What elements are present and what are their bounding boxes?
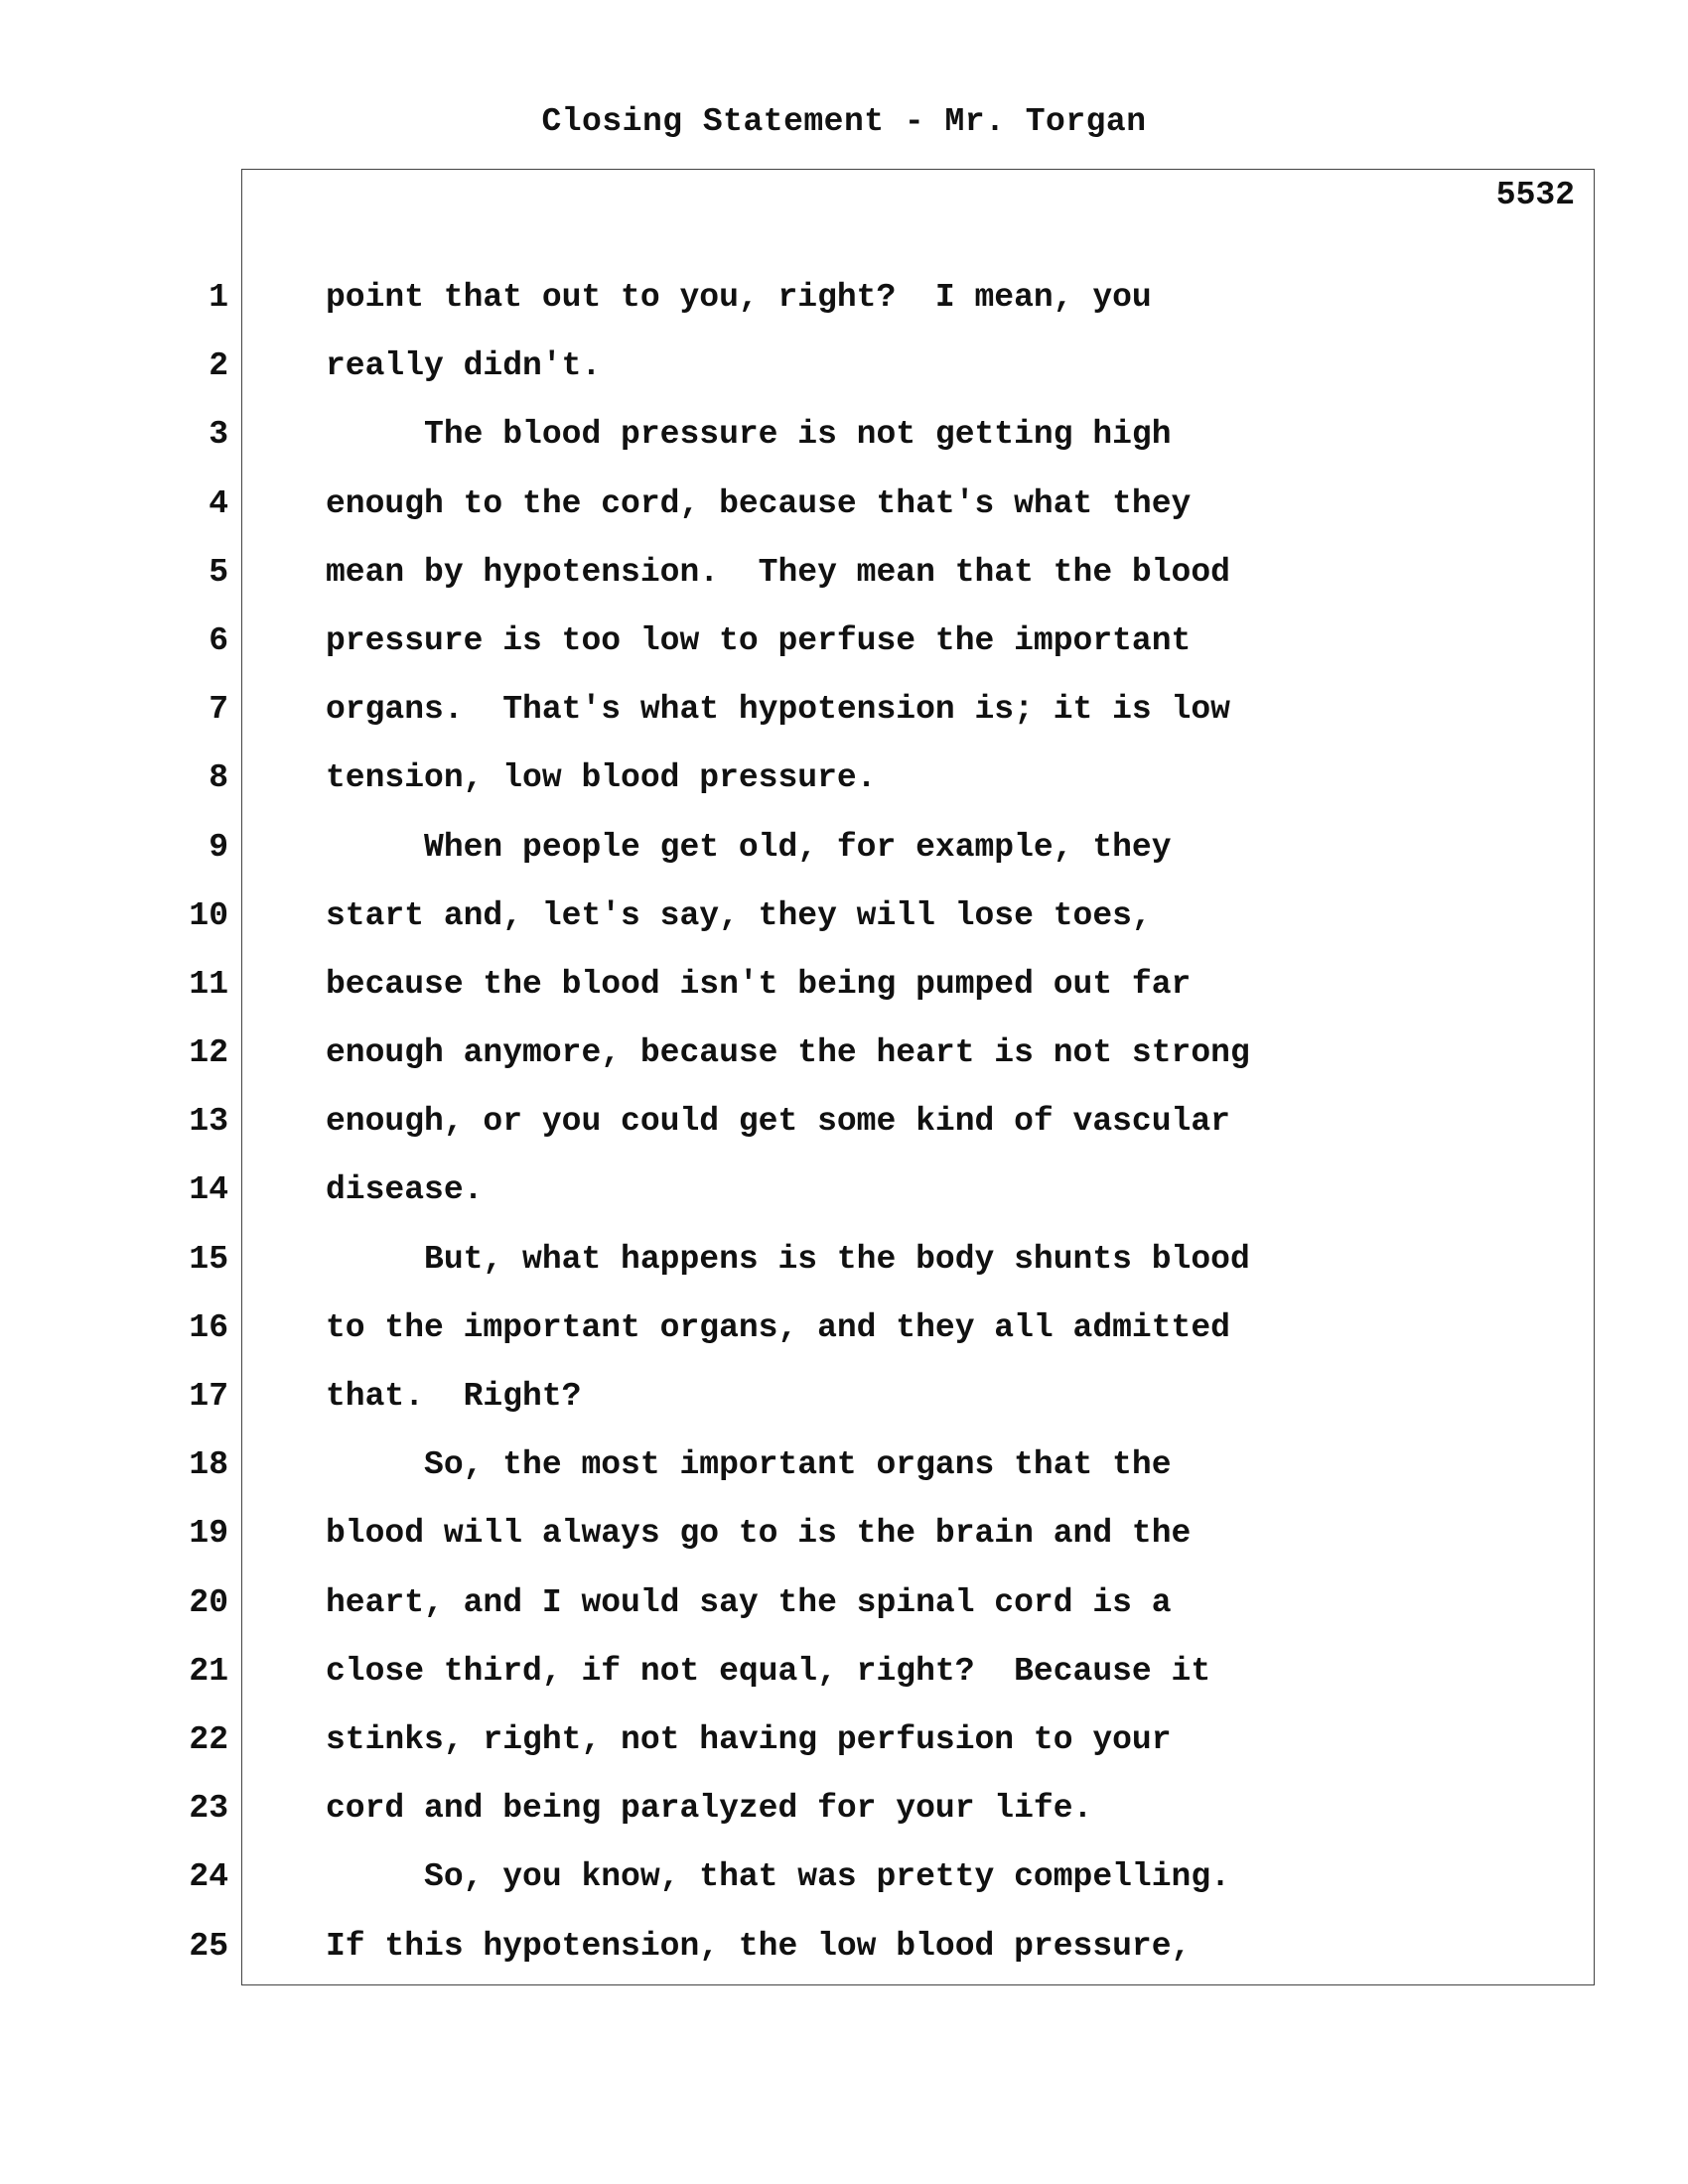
line-number: 25 xyxy=(189,1927,228,1965)
line-text: enough, or you could get some kind of vascular xyxy=(326,1103,1230,1141)
line-text: stinks, right, not having perfusion to your xyxy=(326,1720,1172,1758)
transcript-line xyxy=(0,1781,1688,1849)
line-text: The blood pressure is not getting high xyxy=(326,416,1172,454)
line-text: close third, if not equal, right? Because it xyxy=(326,1652,1211,1690)
line-number: 7 xyxy=(209,691,228,729)
line-number: 16 xyxy=(189,1308,228,1346)
transcript-line xyxy=(0,1300,1688,1369)
transcript-line xyxy=(0,1919,1688,1987)
transcript-line xyxy=(0,1232,1688,1300)
line-text: pressure is too low to perfuse the important xyxy=(326,621,1192,659)
line-number: 24 xyxy=(189,1858,228,1896)
transcript-line xyxy=(0,614,1688,682)
transcript-line xyxy=(0,751,1688,819)
transcript-line xyxy=(0,1712,1688,1781)
line-text: So, you know, that was pretty compelling. xyxy=(326,1858,1230,1896)
line-number: 1 xyxy=(209,279,228,316)
line-text: because the blood isn't being pumped out far xyxy=(326,965,1192,1003)
line-text: that. Right? xyxy=(326,1378,582,1415)
line-number: 23 xyxy=(189,1790,228,1828)
line-number: 12 xyxy=(189,1034,228,1072)
transcript-line xyxy=(0,888,1688,957)
transcript-line xyxy=(0,477,1688,545)
transcript-line xyxy=(0,820,1688,888)
line-number: 4 xyxy=(209,484,228,522)
line-text: blood will always go to is the brain and the xyxy=(326,1515,1192,1553)
line-text: So, the most important organs that the xyxy=(326,1446,1172,1484)
line-text: start and, let's say, they will lose toes, xyxy=(326,896,1152,934)
line-number: 5 xyxy=(209,553,228,591)
line-text: But, what happens is the body shunts blood xyxy=(326,1240,1250,1278)
line-number: 13 xyxy=(189,1103,228,1141)
line-text: enough to the cord, because that's what they xyxy=(326,484,1192,522)
line-text: mean by hypotension. They mean that the blood xyxy=(326,553,1230,591)
line-number: 14 xyxy=(189,1171,228,1209)
line-number: 10 xyxy=(189,896,228,934)
transcript-line xyxy=(0,1575,1688,1644)
line-text: organs. That's what hypotension is; it is low xyxy=(326,691,1230,729)
transcript-line xyxy=(0,407,1688,476)
line-number: 6 xyxy=(209,621,228,659)
line-text: heart, and I would say the spinal cord is a xyxy=(326,1583,1172,1621)
line-text: tension, low blood pressure. xyxy=(326,759,877,797)
line-text: to the important organs, and they all admitted xyxy=(326,1308,1230,1346)
transcript-line xyxy=(0,545,1688,614)
line-number: 9 xyxy=(209,828,228,866)
line-number: 2 xyxy=(209,347,228,385)
transcript-line xyxy=(0,1506,1688,1574)
transcript-line xyxy=(0,1644,1688,1712)
line-number: 11 xyxy=(189,965,228,1003)
line-text: enough anymore, because the heart is not strong xyxy=(326,1034,1250,1072)
line-number: 8 xyxy=(209,759,228,797)
line-text: When people get old, for example, they xyxy=(326,828,1172,866)
transcript-line xyxy=(0,1849,1688,1918)
transcript-line xyxy=(0,1437,1688,1506)
transcript-line xyxy=(0,957,1688,1025)
line-number: 21 xyxy=(189,1652,228,1690)
transcript-lines xyxy=(0,270,1688,1987)
line-number: 15 xyxy=(189,1240,228,1278)
transcript-line xyxy=(0,1025,1688,1094)
transcript-line xyxy=(0,1162,1688,1231)
line-text: cord and being paralyzed for your life. xyxy=(326,1790,1093,1828)
line-text: really didn't. xyxy=(326,347,602,385)
line-number: 18 xyxy=(189,1446,228,1484)
line-number: 17 xyxy=(189,1378,228,1415)
transcript-line xyxy=(0,682,1688,751)
line-number: 22 xyxy=(189,1720,228,1758)
page-number: 5532 xyxy=(1495,177,1575,213)
transcript-line xyxy=(0,270,1688,339)
line-text: point that out to you, right? I mean, you xyxy=(326,279,1152,316)
line-text: disease. xyxy=(326,1171,484,1209)
line-number: 3 xyxy=(209,416,228,454)
line-text: If this hypotension, the low blood pressure, xyxy=(326,1927,1192,1965)
page-title: Closing Statement - Mr. Torgan xyxy=(541,103,1147,140)
line-number: 20 xyxy=(189,1583,228,1621)
line-number: 19 xyxy=(189,1515,228,1553)
transcript-line xyxy=(0,1094,1688,1162)
transcript-line xyxy=(0,1369,1688,1437)
transcript-line xyxy=(0,339,1688,407)
